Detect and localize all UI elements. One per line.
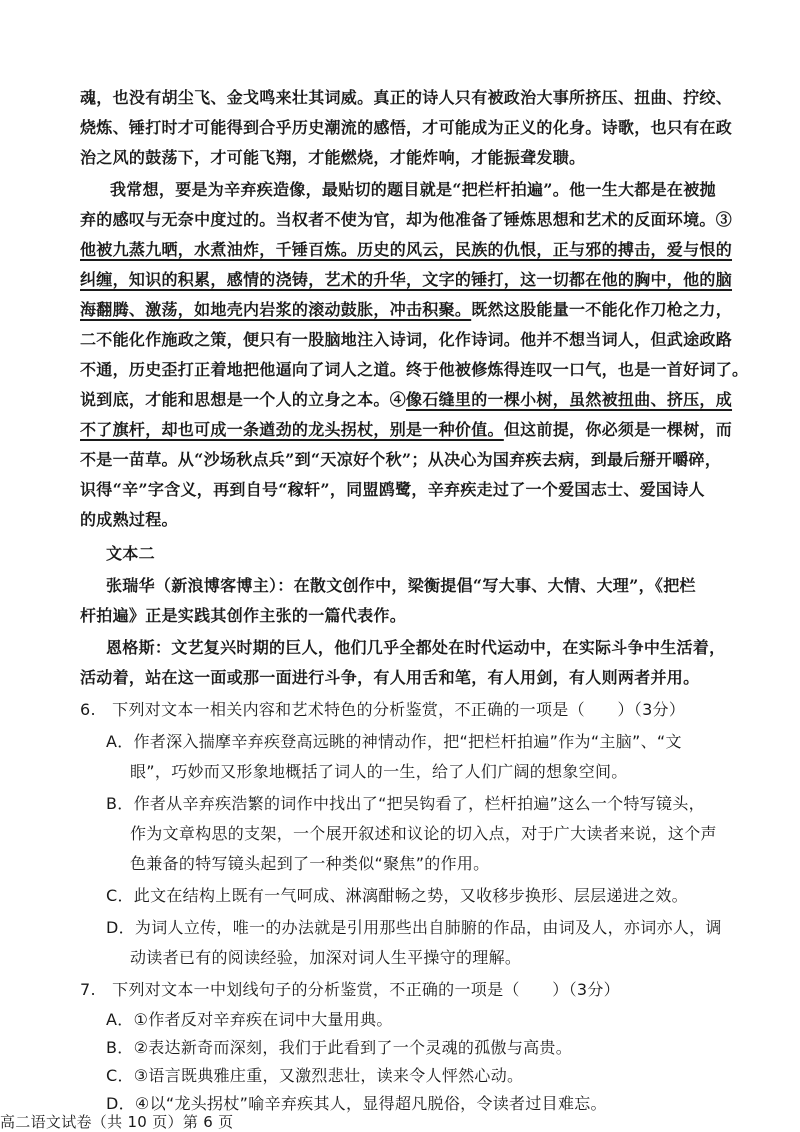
text-line: 魂，也没有胡尘飞、金戈鸣来壮其词威。真正的诗人只有被政治大事所挤压、扭曲、拧绞、 (80, 88, 733, 107)
text-line: 我常想，要是为辛弃疾造像，最贴切的题目就是“把栏杆拍遍”。他一生大都是在被抛 (110, 180, 716, 199)
option-6b: 作为文章构思的支架，一个展开叙述和议论的切入点，对于广大读者来说，这个声 (130, 824, 717, 843)
text-line: 治之风的鼓荡下，才可能飞翔，才能燃烧，才能炸响，才能振聋发聩。 (80, 148, 586, 167)
underlined-sentence-3: 他被九蒸九晒，水煮油炸，千锤百炼。历史的风云，民族的仇恨，正与邪的搏击，爱与恨的 (80, 240, 733, 259)
option-7b: B．②表达新奇而深刻，我们于此看到了一个灵魂的孤傲与高贵。 (106, 1038, 573, 1057)
text-line: 识得“辛”字含义，再到自号“稼轩”，同盟鸥鹭，辛弃疾走过了一个爱国志士、爱国诗人 (80, 480, 705, 499)
text-span: 弃的感叹与无奈中度过的。当权者不使为官，却为他准备了锤炼思想和艺术的反面环境。 (80, 210, 716, 229)
sentence-marker-3: ③ (715, 210, 733, 229)
option-6a: A．作者深入揣摩辛弃疾登高远眺的神情动作，把“把栏杆拍遍”作为“主脑”、“文 (106, 732, 682, 751)
question-7-stem: 7. 下列对文本一中划线句子的分析鉴赏，不正确的一项是（ ）（3分） (80, 980, 620, 999)
question-6-stem: 6. 下列对文本一相关内容和艺术特色的分析鉴赏，不正确的一项是（ ）（3分） (80, 700, 686, 719)
text-line: 张瑞华（新浪博客博主）：在散文创作中，梁衡提倡“写大事、大情、大理”，《把栏 (106, 576, 696, 595)
option-6b: B．作者从辛弃疾浩繁的词作中找出了“把吴钩看了，栏杆拍遍”这么一个特写镜头， (106, 794, 705, 813)
text-span: 但这前提，你必须是一棵树，而 (503, 420, 733, 439)
text-line: 杆拍遍》正是实践其创作主张的一篇代表作。 (80, 606, 407, 625)
option-7c: C．③语言既典雅庄重，又激烈悲壮，读来令人怦然心动。 (106, 1066, 524, 1085)
text-line: 不是一苗草。从“沙场秋点兵”到“天凉好个秋”；从决心为国弃疾去病，到最后掰开嚼碎， (80, 450, 722, 469)
option-6b: 色兼备的特写镜头起到了一种类似“聚焦”的作用。 (130, 854, 490, 873)
text-line (80, 300, 732, 320)
underlined-sentence-4: 像石缝里的一棵小树，虽然被扭曲、挤压，成 (406, 390, 733, 409)
option-7d: D．④以“龙头拐杖”喻辛弃疾其人，显得超凡脱俗，令读者过目难忘。 (106, 1094, 607, 1113)
underlined-sentence-3: 纠缠，知识的积累，感情的浇铸，艺术的升华，文字的锤打，这一切都在他的胸中，他的脑 (80, 270, 733, 289)
text-span: 既然这股能量一不能化作刀枪之力， (471, 300, 733, 319)
underlined-sentence-3: 海翻腾、激荡，如地壳内岩浆的滚动鼓胀，冲击积聚。 (80, 300, 472, 319)
text-line: 烧炼、锤打时才可能得到合乎历史潮流的感悟，才可能成为正义的化身。诗歌，也只有在政 (80, 118, 733, 137)
option-6d: 动读者已有的阅读经验，加深对词人生平操守的理解。 (130, 948, 522, 967)
option-6a: 眼”，巧妙而又形象地概括了词人的一生，给了人们广阔的想象空间。 (130, 762, 628, 781)
text-line (80, 210, 732, 230)
text-line (80, 390, 732, 410)
page-footer: 高二语文试卷（共 10 页）第 6 页 (0, 1113, 234, 1131)
option-6c: C．此文在结构上既有一气呵成、淋漓酣畅之势，又收移步换形、层层递进之效。 (106, 886, 688, 905)
underlined-sentence-4: 不了旗杆，却也可成一条遒劲的龙头拐杖，别是一种价值。 (80, 420, 504, 439)
section-heading: 文本二 (106, 544, 155, 563)
text-line: 不通，历史歪打正着地把他逼向了词人之道。终于他被修炼得连叹一口气，也是一首好词了。 (80, 360, 749, 379)
text-line: 活动着，站在这一面或那一面进行斗争，有人用舌和笔，有人用剑，有人则两者并用。 (80, 668, 700, 687)
text-line: 恩格斯：文艺复兴时期的巨人，他们几乎全都处在时代运动中，在实际斗争中生活着， (106, 638, 726, 657)
option-6d: D．为词人立传，唯一的办法就是引用那些出自肺腑的作品，由词及人，亦词亦人，调 (106, 918, 722, 937)
text-line: 二不能化作施政之策，便只有一股脑地注入诗词，化作诗词。他并不想当词人，但武途政路 (80, 330, 733, 349)
text-line: 的成熟过程。 (80, 510, 178, 529)
text-span: 说到底，才能和思想是一个人的立身之本。④ (80, 390, 407, 409)
text-line (80, 420, 732, 440)
option-7a: A．①作者反对辛弃疾在词中大量用典。 (106, 1010, 393, 1029)
